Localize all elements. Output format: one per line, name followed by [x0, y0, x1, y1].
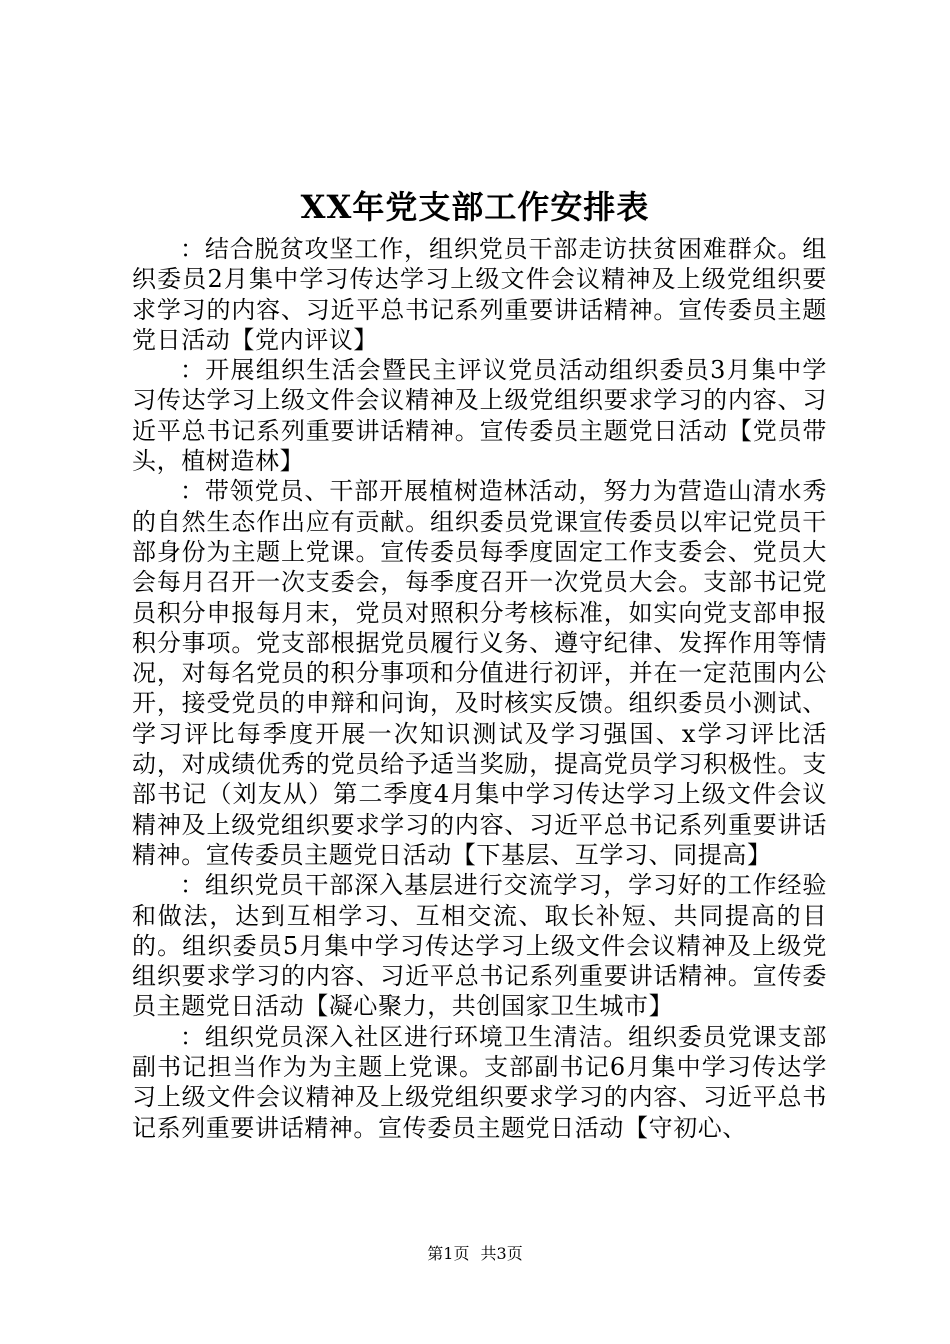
page-number-current: 第1页 — [427, 1244, 470, 1263]
document-body — [132, 234, 827, 1143]
page-number-total: 共3页 — [480, 1244, 523, 1263]
paragraph: ：结合脱贫攻坚工作，组织党员干部走访扶贫困难群众。组织委员2月集中学习传达学习上级文件会议精神及上级党组织要求学习的内容、习近平总书记系列重要讲话精神。宣传委员主题党日活动【党内评议】 — [132, 235, 827, 354]
paragraph: ：带领党员、干部开展植树造林活动，努力为营造山清水秀的自然生态作出应有贡献。组织委员党课宣传委员以牢记党员干部身份为主题上党课。宣传委员每季度固定工作支委会、党员大会每月召开一次支委会，每季度召开一次党员大会。支部书记党员积分申报每月末，党员对照积分考核标准，如实向党支部申报积分事项。党支部根据党员履行义务、遵守纪律、发挥作用等情况，对每名党员的积分事项和分值进行初评，并在一定范围内公开，接受党员的申辩和问询，及时核实反馈。组织委员小测试、学习评比每季度开展一次知识测试及学习强国、x学习评比活动，对成绩优秀的党员给予适当奖励，提高党员学习积极性。支部书记（刘友从）第二季度4月集中学习传达学习上级文件会议精神及上级党组织要求学习的内容、习近平总书记系列重要讲话精神。宣传委员主题党日活动【下基层、互学习、同提高】 — [132, 477, 827, 869]
document-title: XX年党支部工作安排表 — [300, 188, 650, 226]
paragraph: ：组织党员干部深入基层进行交流学习，学习好的工作经验和做法，达到互相学习、互相交流、取长补短、共同提高的目的。组织委员5月集中学习传达学习上级文件会议精神及上级党组织要求学习的内容、习近平总书记系列重要讲话精神。宣传委员主题党日活动【凝心聚力，共创国家卫生城市】 — [132, 871, 827, 1021]
paragraph: ：开展组织生活会暨民主评议党员活动组织委员3月集中学习传达学习上级文件会议精神及上级党组织要求学习的内容、习近平总书记系列重要讲话精神。宣传委员主题党日活动【党员带头，植树造林】 — [132, 356, 827, 476]
page-footer — [0, 1242, 950, 1266]
paragraph: ：组织党员深入社区进行环境卫生清洁。组织委员党课支部副书记担当作为为主题上党课。支部副书记6月集中学习传达学习上级文件会议精神及上级党组织要求学习的内容、习近平总书记系列重要讲话精神。宣传委员主题党日活动【守初心、 — [132, 1022, 827, 1142]
